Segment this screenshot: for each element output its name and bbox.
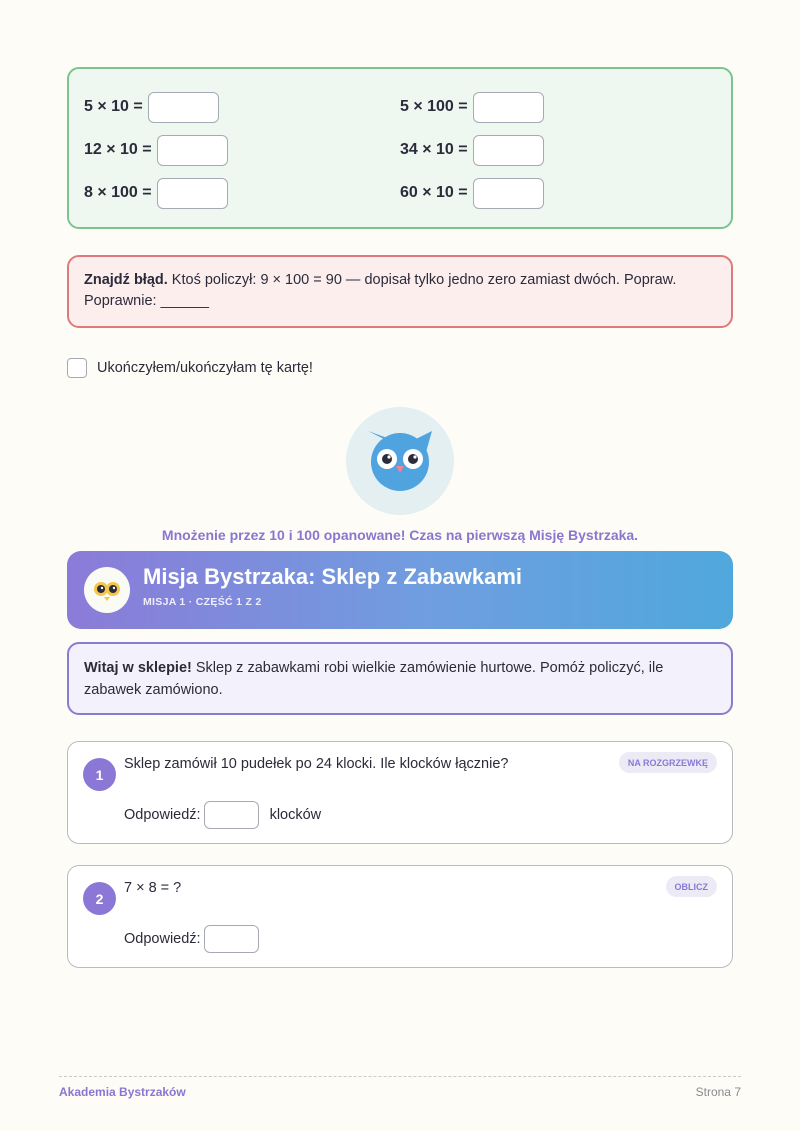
task-card [67,741,733,844]
welcome-text: Sklep z zabawkami robi wielkie zamówienie hurtowe. Pomóż policzyć, ile zabawek zamówiono. [84,660,664,698]
intro-text: Mnożenie przez 10 i 100 opanowane! Czas na pierwszą Misję Bystrzaka. [161,527,639,543]
answer-input[interactable] [473,135,544,166]
task-card [67,865,733,968]
exercise-row [84,134,228,166]
footer-page-number: Strona 7 [695,1085,741,1099]
answer-row [124,800,321,829]
exercise-expression: 12 × 10 = [84,141,152,158]
answer-input[interactable] [204,801,259,829]
task-question: Sklep zamówił 10 pudełek po 24 klocki. Ile klocków łącznie? [124,756,509,772]
completion-checkbox[interactable] [67,358,87,378]
answer-row [124,924,259,953]
answer-input[interactable] [473,178,544,209]
mission-badge [84,567,130,613]
task-question: 7 × 8 = ? [124,880,182,896]
answer-input[interactable] [157,178,228,209]
exercise-expression: 34 × 10 = [400,141,468,158]
answer-unit: klocków [269,806,322,823]
answer-input[interactable] [148,92,219,123]
owl-face-icon [84,567,130,613]
footer-brand: Akademia Bystrzaków [59,1085,186,1099]
exercise-row [400,134,544,166]
exercise-row [400,91,544,123]
exercise-row [84,91,219,123]
find-error-box [67,255,733,328]
task-tag: OBLICZ [666,876,718,897]
multiplication-exercises-box [67,67,733,229]
task-number-badge: 2 [83,882,116,915]
find-error-text: Ktoś policzył: 9 × 100 = 90 — dopisał tylko jedno zero zamiast dwóch. Popraw. Poprawnie: ______ [84,272,677,309]
completion-checkbox-row[interactable] [67,358,313,378]
exercise-expression: 5 × 100 = [400,98,468,115]
answer-label: Odpowiedź: [124,806,201,823]
task-tag: NA ROZGRZEWKĘ [619,752,717,773]
exercise-row [84,177,228,209]
welcome-box [67,642,733,715]
footer-divider [59,1076,741,1077]
welcome-label: Witaj w sklepie! [84,660,192,676]
completion-checkbox-label: Ukończyłem/ukończyłam tę kartę! [97,360,313,376]
answer-label: Odpowiedź: [124,930,201,947]
answer-input[interactable] [473,92,544,123]
find-error-label: Znajdź błąd. [84,272,168,288]
mission-banner [67,551,733,629]
answer-input[interactable] [204,925,259,953]
answer-input[interactable] [157,135,228,166]
mission-title: Misja Bystrzaka: Sklep z Zabawkami [143,564,523,589]
exercise-expression: 5 × 10 = [84,98,143,115]
exercise-row [400,177,544,209]
mission-subtitle: MISJA 1 · CZĘŚĆ 1 Z 2 [143,596,262,608]
exercise-expression: 60 × 10 = [400,184,468,201]
owl-icon [346,407,454,515]
owl-mascot [346,407,454,515]
task-number-badge: 1 [83,758,116,791]
exercise-expression: 8 × 100 = [84,184,152,201]
